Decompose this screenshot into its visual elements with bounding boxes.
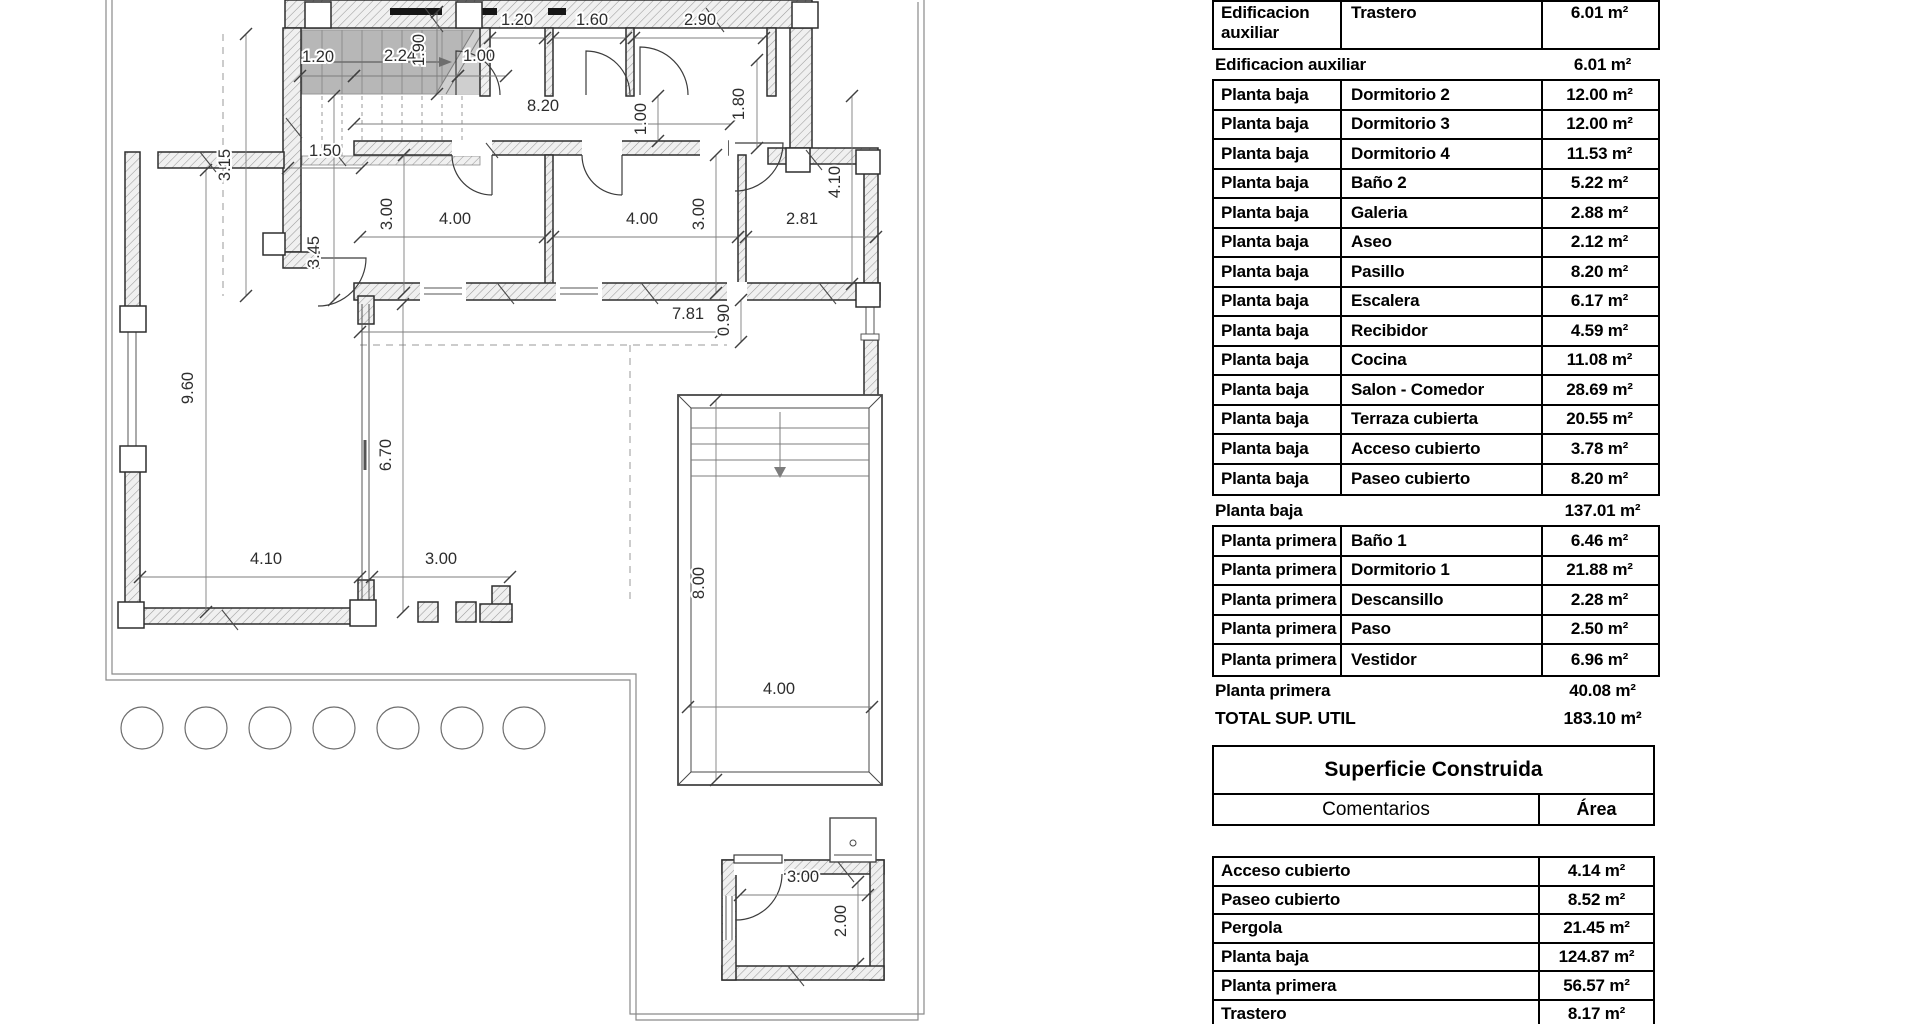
cell-area: 11.53 m² [1566, 143, 1633, 163]
garden-circles [121, 707, 545, 749]
construida-header-row [1212, 795, 1655, 826]
cell-floor: Planta baja [1214, 229, 1342, 257]
table-row [1214, 111, 1658, 141]
table-row [1214, 406, 1658, 436]
table-row [1214, 229, 1658, 259]
cell-area: 8.20 m² [1570, 469, 1629, 489]
cell-area: 6.96 m² [1570, 649, 1629, 669]
table-row [1214, 616, 1658, 646]
dimension-label: 2.00 [832, 904, 850, 938]
dimension-label: 2.90 [683, 11, 717, 29]
cell-room: Dormitorio 3 [1342, 111, 1543, 139]
cell-room: Paseo cubierto [1342, 465, 1543, 495]
cell-room: Trastero [1342, 2, 1543, 48]
table-row [1214, 435, 1658, 465]
dimension-label: 1.90 [410, 33, 428, 67]
cell-area: 21.45 m² [1563, 918, 1630, 938]
subtotal-row [1212, 496, 1660, 525]
cell-label: Trastero [1214, 1001, 1540, 1024]
cell-room: Paso [1342, 616, 1543, 644]
dimension-label: 4.00 [625, 210, 659, 228]
cell-area: 5.22 m² [1570, 173, 1629, 193]
cell-area: 8.52 m² [1567, 889, 1626, 909]
cell-area: 8.20 m² [1570, 261, 1629, 281]
cell-room: Salon - Comedor [1342, 376, 1543, 404]
table-section [1212, 0, 1660, 50]
cell-area: 2.88 m² [1570, 202, 1629, 222]
dimension-label: 8.00 [690, 566, 708, 600]
cell-room: Aseo [1342, 229, 1543, 257]
cell-floor: Edificacion auxiliar [1214, 2, 1342, 48]
cell-label: Paseo cubierto [1214, 887, 1540, 914]
cell-floor: Planta primera [1214, 527, 1342, 555]
cell-floor: Planta baja [1214, 317, 1342, 345]
cell-room: Terraza cubierta [1342, 406, 1543, 434]
table-row [1214, 465, 1658, 495]
cell-floor: Planta baja [1214, 288, 1342, 316]
dimension-label: 3.00 [786, 868, 820, 886]
cell-area: 11.08 m² [1566, 350, 1633, 370]
cell-area: 4.59 m² [1570, 320, 1629, 340]
cell-label: Planta baja [1214, 944, 1540, 971]
cell-room: Escalera [1342, 288, 1543, 316]
cell-floor: Planta baja [1214, 111, 1342, 139]
table-row [1214, 915, 1653, 944]
table-row [1214, 887, 1653, 916]
table-row [1214, 858, 1653, 887]
cell-area: 2.28 m² [1570, 589, 1629, 609]
total-row [1212, 706, 1660, 731]
table-section [1212, 79, 1660, 496]
construida-title: Superficie Construida [1212, 745, 1655, 795]
cell-floor: Planta primera [1214, 557, 1342, 585]
cell-floor: Planta primera [1214, 645, 1342, 675]
dimension-label: 1.20 [301, 48, 335, 66]
subtotal-area: 6.01 m² [1573, 54, 1632, 74]
dimension-label: 1.80 [730, 87, 748, 121]
dimension-label: 1.60 [575, 11, 609, 29]
cell-floor: Planta baja [1214, 170, 1342, 198]
cell-area: 2.12 m² [1570, 232, 1629, 252]
table-row [1214, 376, 1658, 406]
dimension-label: 3.00 [378, 197, 396, 231]
cell-floor: Planta primera [1214, 616, 1342, 644]
table-row [1214, 586, 1658, 616]
table-row [1214, 944, 1653, 973]
subtotal-label: Edificacion auxiliar [1215, 54, 1366, 74]
dimension-label: 3.15 [216, 148, 234, 182]
dimension-label: 1.50 [308, 142, 342, 160]
dimension-label: 4.00 [438, 210, 472, 228]
cell-area: 8.17 m² [1567, 1004, 1626, 1024]
cell-room: Dormitorio 1 [1342, 557, 1543, 585]
table-row [1214, 2, 1658, 48]
table-gap [1212, 826, 1655, 856]
dimension-label: 4.10 [826, 165, 844, 199]
cell-floor: Planta baja [1214, 140, 1342, 168]
dimension-label: 2.81 [785, 210, 819, 228]
dimension-label: 8.20 [526, 97, 560, 115]
cell-label: Acceso cubierto [1214, 858, 1540, 885]
table-row [1214, 527, 1658, 557]
dimension-label: 1.00 [462, 47, 496, 65]
cell-room: Galeria [1342, 199, 1543, 227]
cell-floor: Planta baja [1214, 376, 1342, 404]
cell-room: Dormitorio 2 [1342, 81, 1543, 109]
dimension-label: 3.00 [424, 550, 458, 568]
cell-floor: Planta baja [1214, 406, 1342, 434]
cell-floor: Planta primera [1214, 586, 1342, 614]
subtotal-row [1212, 677, 1660, 706]
cell-floor: Planta baja [1214, 465, 1342, 495]
subtotal-label: Planta baja [1215, 500, 1303, 520]
cell-area: 12.00 m² [1566, 84, 1633, 104]
subtotal-label: Planta primera [1215, 681, 1331, 700]
cell-floor: Planta baja [1214, 258, 1342, 286]
table-row [1214, 199, 1658, 229]
dimension-label: 0.90 [715, 303, 733, 337]
cell-area: 4.14 m² [1567, 861, 1626, 881]
table-row [1214, 170, 1658, 200]
dimension-label: 9.60 [179, 371, 197, 405]
cell-room: Baño 1 [1342, 527, 1543, 555]
cell-area: 20.55 m² [1566, 409, 1633, 429]
superficie-construida-table [1212, 745, 1655, 1024]
table-row [1214, 81, 1658, 111]
table-row [1214, 317, 1658, 347]
cell-area: 56.57 m² [1563, 975, 1630, 995]
table-row [1214, 1001, 1653, 1024]
dimension-label: 2.24 [383, 47, 417, 65]
cell-floor: Planta baja [1214, 347, 1342, 375]
cell-label: Planta primera [1214, 972, 1540, 999]
dimension-label: 4.10 [249, 550, 283, 568]
cell-floor: Planta baja [1214, 81, 1342, 109]
construida-rows [1212, 856, 1655, 1024]
cell-area: 6.46 m² [1570, 530, 1629, 550]
cell-label: Pergola [1214, 915, 1540, 942]
table-row [1214, 972, 1653, 1001]
subtotal-area: 40.08 m² [1569, 681, 1636, 700]
pool [678, 395, 882, 785]
dimension-label: 1.00 [632, 102, 650, 136]
construida-col-area: Área [1576, 799, 1617, 819]
cell-area: 6.17 m² [1570, 291, 1629, 311]
table-section [1212, 525, 1660, 677]
cell-area: 124.87 m² [1558, 947, 1635, 967]
dimension-label: 4.00 [762, 680, 796, 698]
cell-room: Recibidor [1342, 317, 1543, 345]
outdoor-unit [830, 818, 876, 862]
dimension-label: 6.70 [377, 438, 395, 472]
cell-area: 6.01 m² [1570, 3, 1629, 22]
cell-room: Cocina [1342, 347, 1543, 375]
cell-room: Pasillo [1342, 258, 1543, 286]
table-row [1214, 557, 1658, 587]
table-row [1214, 347, 1658, 377]
cell-area: 12.00 m² [1566, 114, 1633, 134]
cell-room: Dormitorio 4 [1342, 140, 1543, 168]
table-row [1214, 140, 1658, 170]
table-row [1214, 288, 1658, 318]
dimension-label: 3.00 [690, 197, 708, 231]
total-area: 183.10 m² [1563, 707, 1642, 728]
cell-room: Descansillo [1342, 586, 1543, 614]
superficie-util-table [1212, 0, 1660, 731]
cell-area: 3.78 m² [1570, 438, 1629, 458]
dimension-label: 7.81 [671, 305, 705, 323]
cell-room: Vestidor [1342, 645, 1543, 675]
cell-area: 28.69 m² [1566, 379, 1633, 399]
table-row [1214, 258, 1658, 288]
construida-col-comments: Comentarios [1214, 795, 1540, 824]
total-label: TOTAL SUP. UTIL [1215, 707, 1356, 728]
cell-area: 21.88 m² [1566, 560, 1633, 580]
dimension-label: 1.20 [500, 11, 534, 29]
cell-floor: Planta baja [1214, 199, 1342, 227]
subtotal-area: 137.01 m² [1564, 500, 1641, 520]
table-row [1214, 645, 1658, 675]
dimension-label: 3.45 [305, 235, 323, 269]
cell-floor: Planta baja [1214, 435, 1342, 463]
cell-room: Baño 2 [1342, 170, 1543, 198]
subtotal-row [1212, 50, 1660, 79]
cell-area: 2.50 m² [1570, 619, 1629, 639]
cell-room: Acceso cubierto [1342, 435, 1543, 463]
